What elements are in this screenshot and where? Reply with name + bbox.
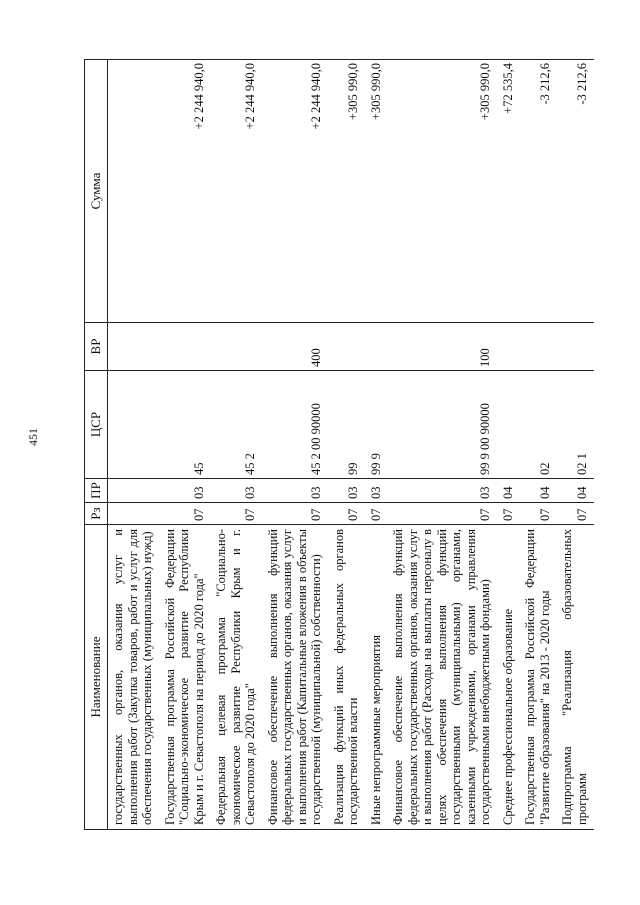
- cell-vr: [211, 323, 263, 371]
- cell-name: Федеральная целевая программа "Социально-экономическое развитие Республики Крым и г. Севастополя до 2020 года": [211, 525, 263, 830]
- cell-pr: 03: [366, 479, 389, 503]
- table-row: [520, 60, 557, 830]
- cell-csr: 99 9 00 90000: [388, 371, 498, 479]
- table-row: [160, 60, 212, 830]
- cell-csr: 45 2 00 90000: [263, 371, 329, 479]
- cell-sum: +305 990,0: [366, 60, 389, 323]
- cell-name: Государственная программа Российской Федерации "Социально-экономическое развитие Республики Крым и г. Севастополя на период до 2020 года": [160, 525, 212, 830]
- page-number: 451: [26, 428, 40, 446]
- cell-rz: [108, 503, 160, 525]
- cell-name: Иные непрограммные мероприятия: [366, 525, 389, 830]
- cell-sum: +305 990,0: [329, 60, 366, 323]
- cell-vr: [329, 323, 366, 371]
- cell-sum: +2 244 940,0: [160, 60, 212, 323]
- cell-name: государственных органов, оказания услуг и выполнения работ (Закупка товаров, работ и услуг для обеспечения государственных (муниципальных) нужд): [108, 525, 160, 830]
- table-row: [329, 60, 366, 830]
- cell-csr: 99: [329, 371, 366, 479]
- table-row: [557, 60, 594, 830]
- cell-csr: 02: [520, 371, 557, 479]
- cell-rz: 07: [160, 503, 212, 525]
- cell-vr: [108, 323, 160, 371]
- cell-vr: [520, 323, 557, 371]
- cell-vr: [366, 323, 389, 371]
- header-vr: ВР: [85, 323, 108, 371]
- cell-sum: +2 244 940,0: [211, 60, 263, 323]
- cell-csr: [498, 371, 521, 479]
- cell-sum: -3 212,6: [520, 60, 557, 323]
- cell-name: Среднее профессиональное образование: [498, 525, 521, 830]
- table-row: [498, 60, 521, 830]
- table-row: [263, 60, 329, 830]
- cell-name: Государственная программа Российской Федерации "Развитие образования" на 2013 - 2020 годы: [520, 525, 557, 830]
- cell-pr: 03: [160, 479, 212, 503]
- cell-sum: +2 244 940,0: [263, 60, 329, 323]
- cell-rz: 07: [263, 503, 329, 525]
- cell-vr: [498, 323, 521, 371]
- cell-sum: +305 990,0: [388, 60, 498, 323]
- cell-pr: 03: [211, 479, 263, 503]
- cell-name: Реализация функций иных федеральных органов государственной власти: [329, 525, 366, 830]
- cell-pr: [108, 479, 160, 503]
- cell-pr: 04: [557, 479, 594, 503]
- header-name: Наименование: [85, 525, 108, 830]
- cell-rz: 07: [366, 503, 389, 525]
- cell-sum: -3 212,6: [557, 60, 594, 323]
- budget-table: [84, 59, 594, 830]
- table-row: [211, 60, 263, 830]
- header-pr: ПР: [85, 479, 108, 503]
- header-rz: Рз: [85, 503, 108, 525]
- cell-csr: 45: [160, 371, 212, 479]
- cell-sum: [108, 60, 160, 323]
- cell-rz: 07: [498, 503, 521, 525]
- cell-sum: +72 535,4: [498, 60, 521, 323]
- header-csr: ЦСР: [85, 371, 108, 479]
- cell-csr: [108, 371, 160, 479]
- cell-name: Финансовое обеспечение выполнения функций федеральных государственных органов, оказания услуг и выполнения работ (Капитальные вложения в объекты государственной (муниципальной) собственности): [263, 525, 329, 830]
- cell-pr: 04: [498, 479, 521, 503]
- cell-rz: 07: [211, 503, 263, 525]
- cell-rz: 07: [520, 503, 557, 525]
- cell-vr: [160, 323, 212, 371]
- cell-vr: 100: [388, 323, 498, 371]
- cell-csr: 45 2: [211, 371, 263, 479]
- cell-pr: 03: [263, 479, 329, 503]
- cell-vr: 400: [263, 323, 329, 371]
- table-row: [366, 60, 389, 830]
- table-header-row: [85, 60, 108, 830]
- rotated-page-content: [84, 60, 640, 830]
- cell-csr: 99 9: [366, 371, 389, 479]
- cell-csr: 02 1: [557, 371, 594, 479]
- cell-rz: 07: [329, 503, 366, 525]
- cell-rz: 07: [557, 503, 594, 525]
- table-row: [388, 60, 498, 830]
- cell-name: Финансовое обеспечение выполнения функций федеральных государственных органов, оказания услуг и выполнения работ (Расходы на выплаты персоналу в целях обеспечения выполнения функций государственными (муниципальными) органами, казенными учреждениями, органами управления государственными внебюджетными фондами): [388, 525, 498, 830]
- cell-vr: [557, 323, 594, 371]
- cell-pr: 03: [329, 479, 366, 503]
- cell-pr: 03: [388, 479, 498, 503]
- cell-pr: 04: [520, 479, 557, 503]
- table-row: [108, 60, 160, 830]
- header-sum: Сумма: [85, 60, 108, 323]
- cell-rz: 07: [388, 503, 498, 525]
- cell-name: Подпрограмма "Реализация образовательных программ: [557, 525, 594, 830]
